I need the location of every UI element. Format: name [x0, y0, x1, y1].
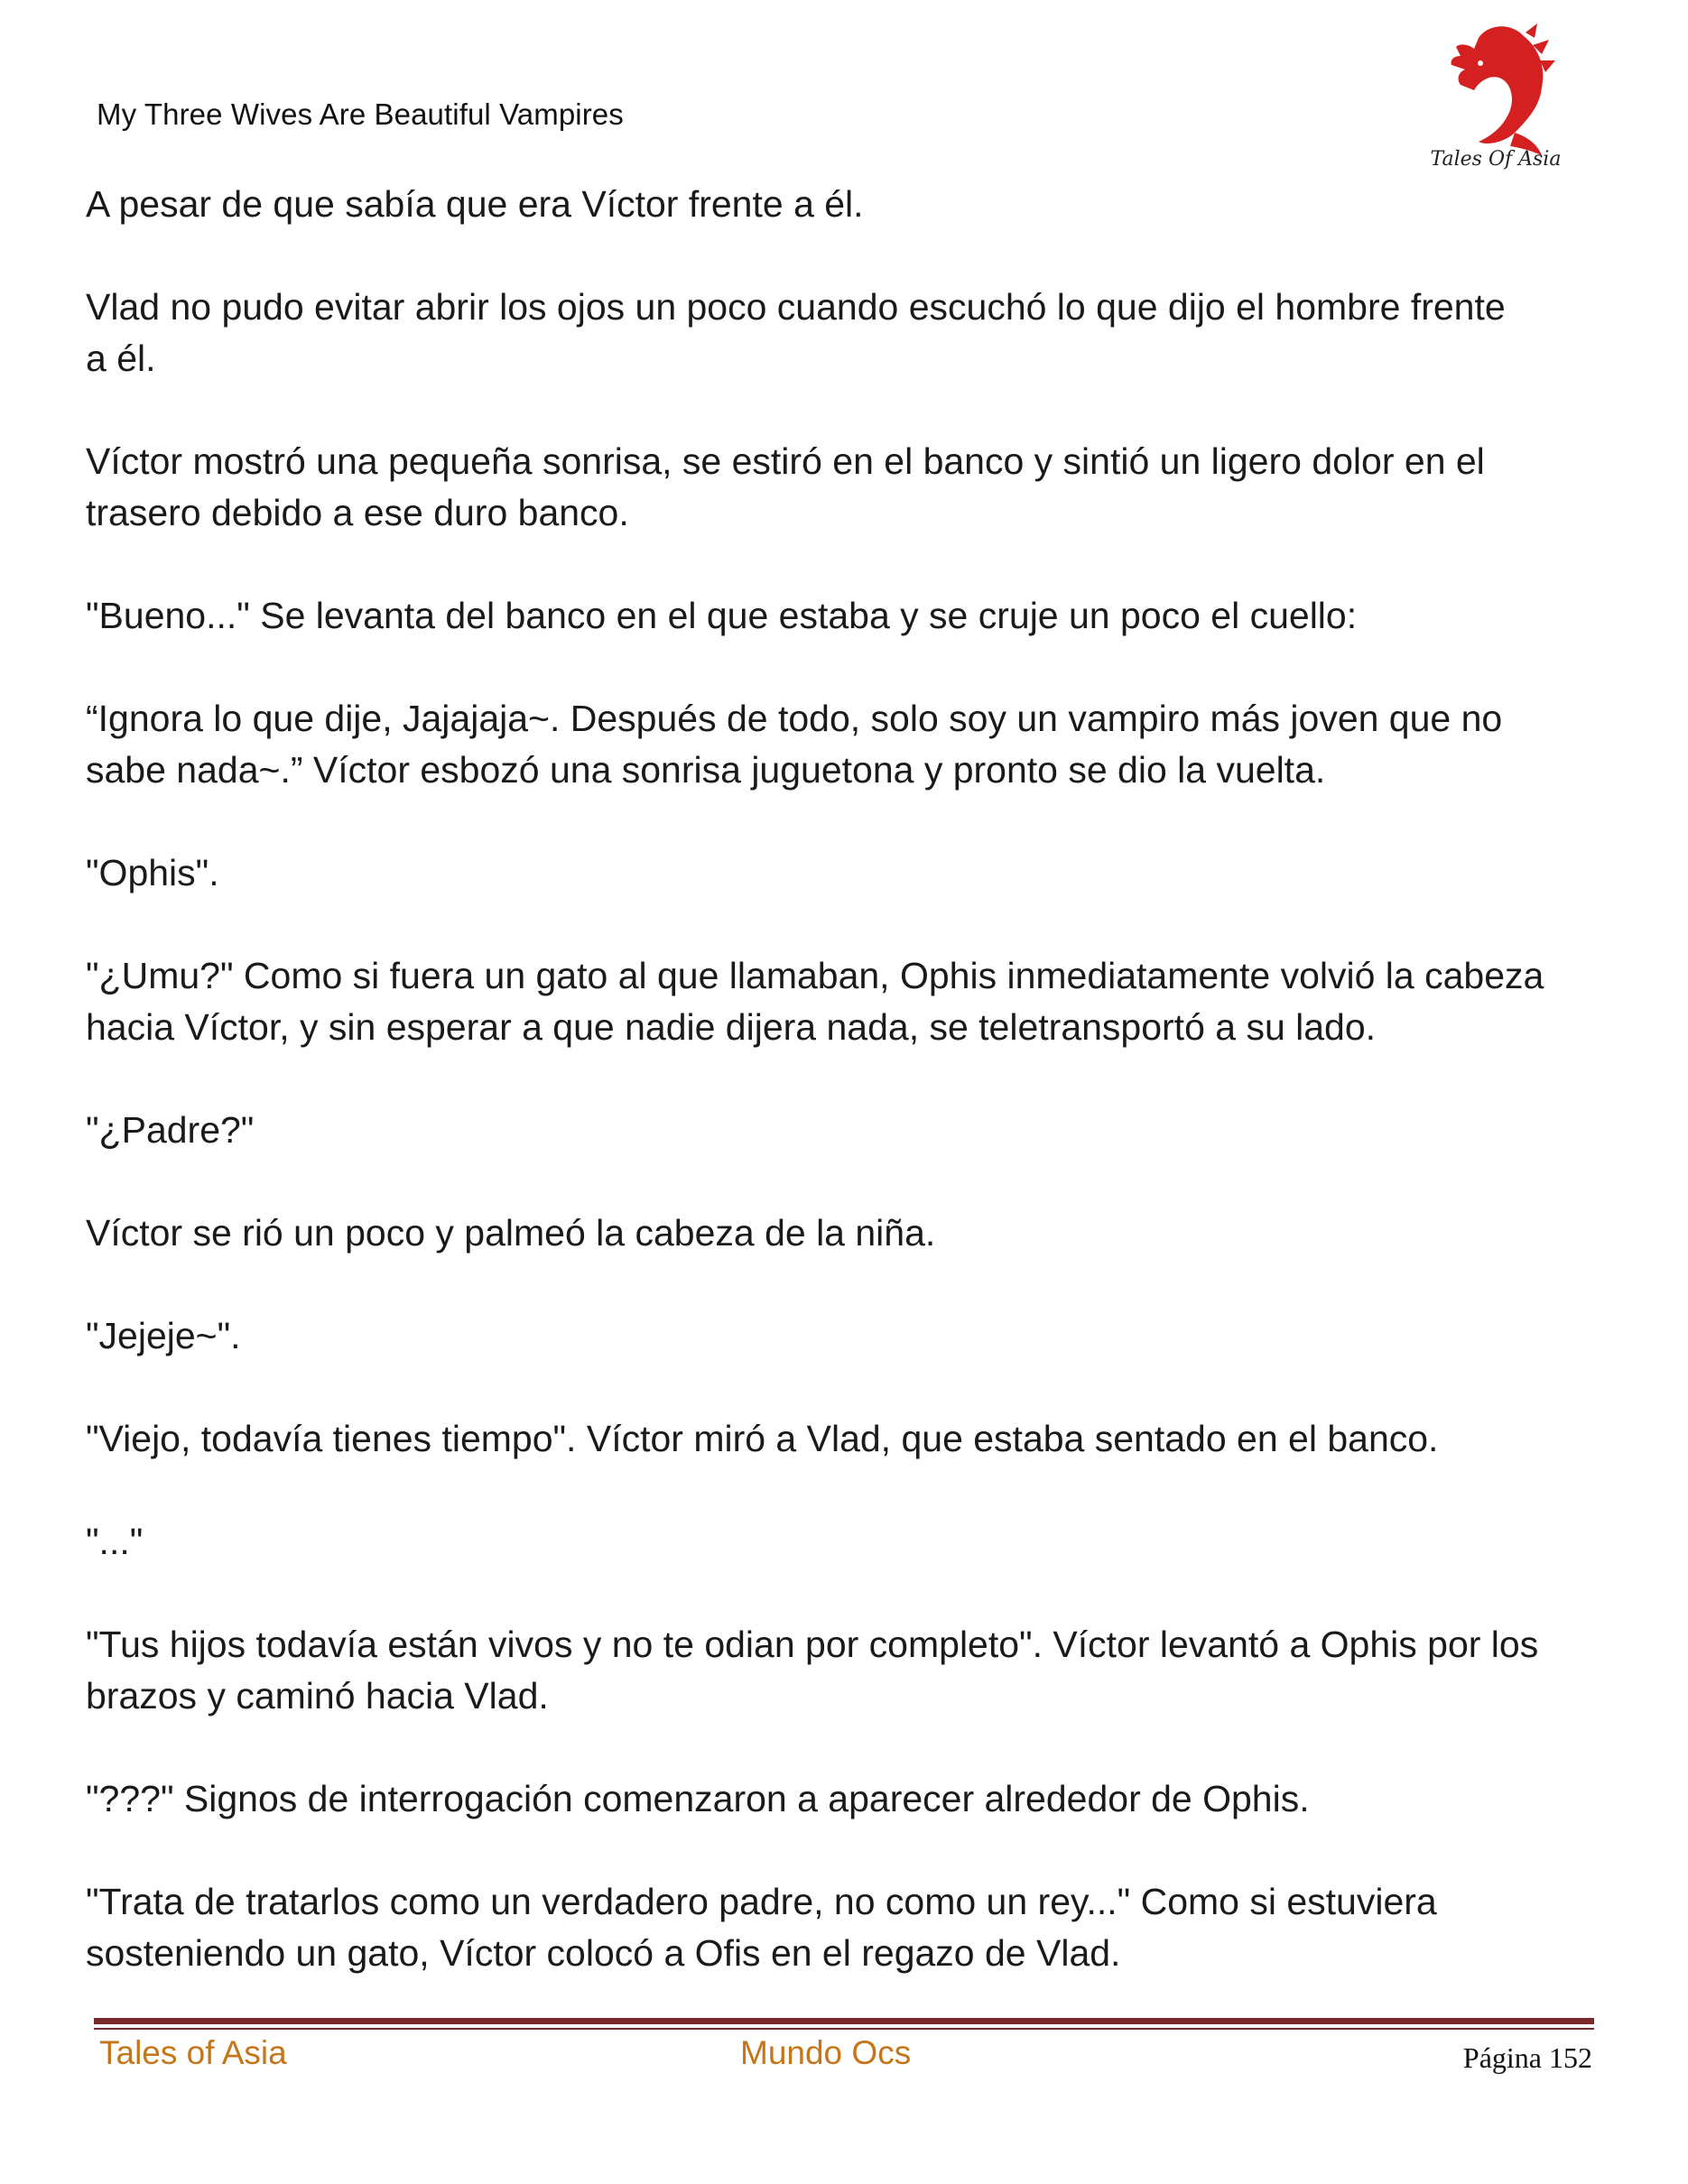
logo-text: Tales Of Asia [1430, 148, 1562, 171]
paragraph: "Ophis". [86, 852, 219, 893]
book-title: My Three Wives Are Beautiful Vampires [97, 97, 624, 131]
footer-center-label: Mundo Ocs [740, 2034, 912, 2071]
paragraph: A pesar de que sabía que era Víctor frente a él. [86, 183, 864, 225]
footer-divider-thin [94, 2028, 1594, 2030]
paragraph: "¿Umu?" Como si fuera un gato al que llamaban, Ophis inmediatamente volvió la cabeza hacia Víctor, y sin esperar a que nadie dijera nada, se teletransportó a su lado. [86, 955, 1544, 1048]
paragraph: "???" Signos de interrogación comenzaron a aparecer alrededor de Ophis. [86, 1778, 1310, 1819]
paragraph: "Viejo, todavía tienes tiempo". Víctor miró a Vlad, que estaba sentado en el banco. [86, 1418, 1439, 1459]
paragraph: Víctor mostró una pequeña sonrisa, se estiró en el banco y sintió un ligero dolor en el trasero debido a ese duro banco. [86, 440, 1485, 533]
footer-site-name: Tales of Asia [99, 2034, 287, 2071]
chapter-body [86, 179, 1620, 2031]
tales-of-asia-logo [1424, 20, 1567, 180]
paragraph: "Bueno..." Se levanta del banco en el que estaba y se cruje un poco el cuello: [86, 595, 1358, 636]
paragraph: "¿Padre?" [86, 1109, 255, 1151]
page-number: Página 152 [1462, 2041, 1592, 2074]
paragraph: "..." [86, 1521, 144, 1562]
paragraph: "Tus hijos todavía están vivos y no te odian por completo". Víctor levantó a Ophis por los brazos y caminó hacia Vlad. [86, 1624, 1539, 1717]
paragraph: "Jejeje~". [86, 1315, 241, 1356]
paragraph: Víctor se rió un poco y palmeó la cabeza de la niña. [86, 1212, 936, 1254]
footer-divider [94, 2018, 1594, 2024]
paragraph: Vlad no pudo evitar abrir los ojos un poco cuando escuchó lo que dijo el hombre frente a él. [86, 286, 1506, 379]
paragraph: "Trata de tratarlos como un verdadero padre, no como un rey..." Como si estuviera sosteniendo un gato, Víctor colocó a Ofis en el regazo de Vlad. [86, 1881, 1437, 1974]
paragraph: “Ignora lo que dije, Jajajaja~. Después de todo, solo soy un vampiro más joven que no sabe nada~.” Víctor esbozó una sonrisa juguetona y pronto se dio la vuelta. [86, 698, 1503, 791]
